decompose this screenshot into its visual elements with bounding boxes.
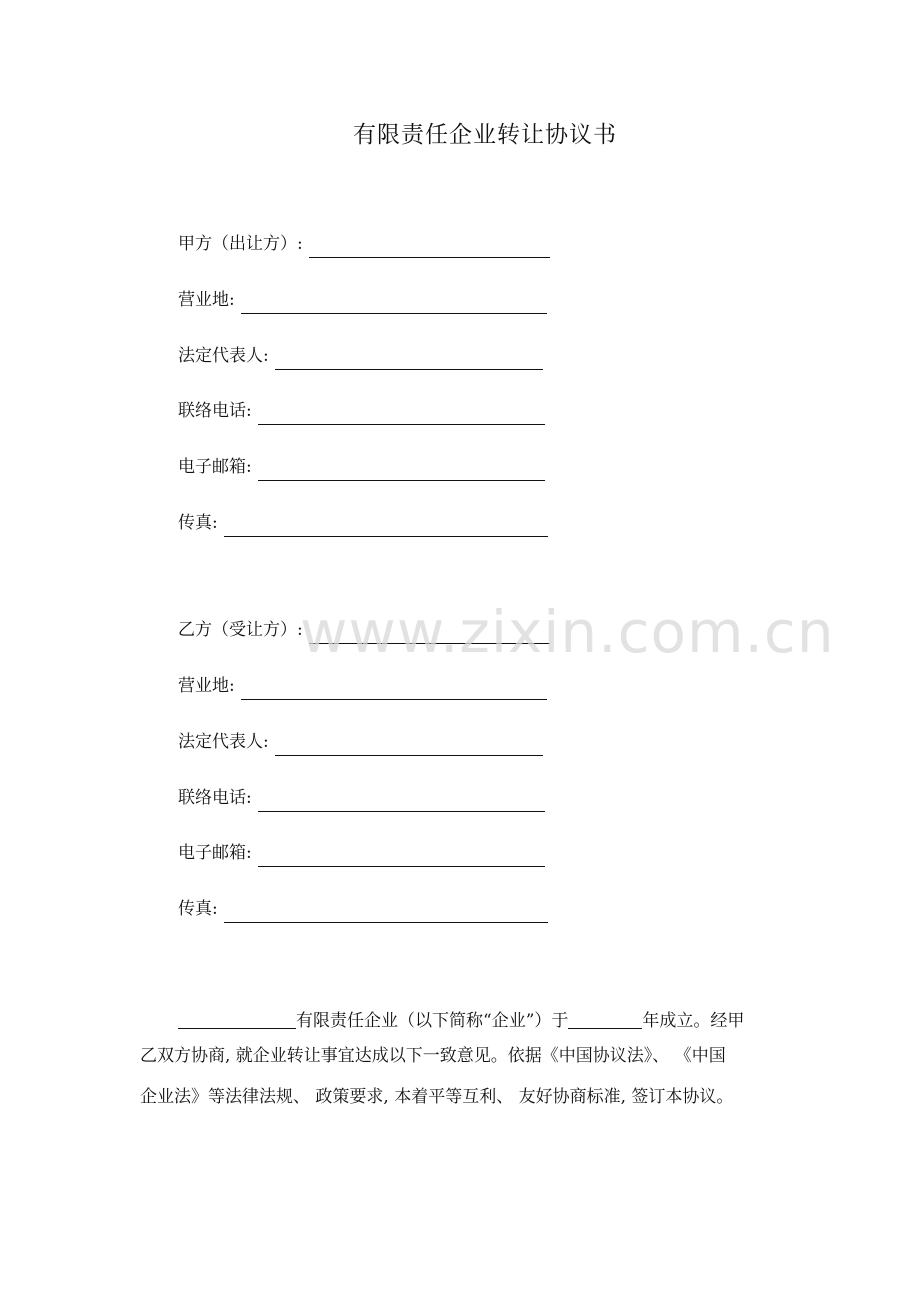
party-b-business-place-blank[interactable] xyxy=(241,675,547,700)
body-line-1 xyxy=(140,1008,785,1033)
party-b-legal-rep-label: 法定代表人: xyxy=(178,732,269,752)
body-line-1-text-b: 年成立。经甲 xyxy=(642,1011,745,1031)
party-a-fax-field xyxy=(178,507,548,537)
party-b-fax-field xyxy=(178,893,548,923)
party-a-heading-field xyxy=(178,228,550,258)
party-a-heading-label: 甲方（出让方）: xyxy=(178,234,303,254)
party-b-heading-label: 乙方（受让方）: xyxy=(178,620,303,640)
watermark-text: www.zixin.com.cn xyxy=(300,598,835,666)
party-b-email-label: 电子邮箱: xyxy=(178,843,252,863)
party-b-legal-rep-field xyxy=(178,726,543,756)
party-a-phone-field xyxy=(178,395,545,425)
party-b-legal-rep-blank[interactable] xyxy=(275,731,543,756)
party-b-heading-field xyxy=(178,614,550,644)
party-b-phone-field xyxy=(178,782,545,812)
party-a-legal-rep-field xyxy=(178,340,543,370)
party-b-phone-label: 联络电话: xyxy=(178,788,252,808)
party-b-email-blank[interactable] xyxy=(258,842,545,867)
party-b-phone-blank[interactable] xyxy=(258,787,545,812)
party-a-business-place-field xyxy=(178,284,547,314)
party-a-business-place-label: 营业地: xyxy=(178,290,235,310)
party-a-fax-blank[interactable] xyxy=(224,512,548,537)
party-a-legal-rep-blank[interactable] xyxy=(275,345,543,370)
company-name-blank[interactable] xyxy=(178,1008,296,1029)
party-b-email-field xyxy=(178,837,545,867)
document-title: 有限责任企业转让协议书 xyxy=(353,122,617,148)
body-line-1-text-a: 有限责任企业（以下简称“企业”）于 xyxy=(296,1011,569,1031)
party-a-phone-blank[interactable] xyxy=(258,400,545,425)
party-b-business-place-field xyxy=(178,670,547,700)
party-a-name-blank[interactable] xyxy=(309,233,550,258)
body-line-2: 乙双方协商, 就企业转让事宜达成以下一致意见。依据《中国协议法》、 《中国 xyxy=(140,1046,726,1066)
party-a-email-field xyxy=(178,451,545,481)
body-line-3: 企业法》等法律法规、 政策要求, 本着平等互利、 友好协商标准, 签订本协议。 xyxy=(140,1087,734,1107)
party-a-email-label: 电子邮箱: xyxy=(178,457,252,477)
party-b-business-place-label: 营业地: xyxy=(178,676,235,696)
party-b-name-blank[interactable] xyxy=(309,619,550,644)
founding-year-blank[interactable] xyxy=(568,1008,642,1029)
party-a-fax-label: 传真: xyxy=(178,513,218,533)
party-b-fax-blank[interactable] xyxy=(224,898,548,923)
party-a-legal-rep-label: 法定代表人: xyxy=(178,346,269,366)
party-a-phone-label: 联络电话: xyxy=(178,401,252,421)
party-a-email-blank[interactable] xyxy=(258,456,545,481)
party-b-fax-label: 传真: xyxy=(178,899,218,919)
party-a-business-place-blank[interactable] xyxy=(241,289,547,314)
